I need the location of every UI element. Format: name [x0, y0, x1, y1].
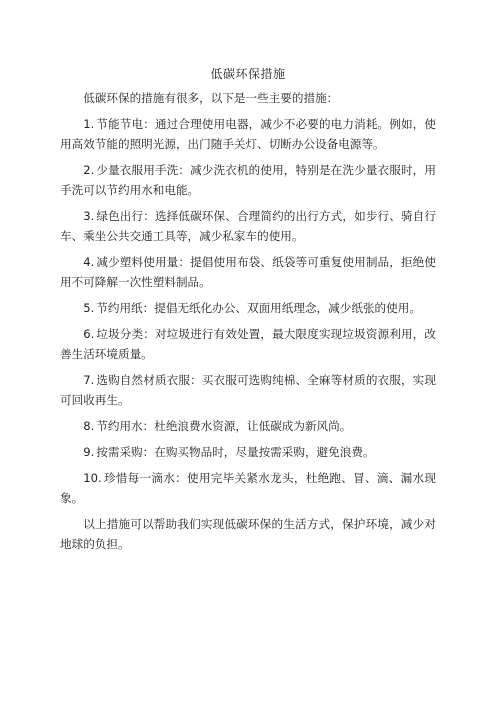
- item-number: 5.: [83, 301, 95, 315]
- list-item: [60, 206, 436, 246]
- item-text: 少量衣服用手洗：减少洗衣机的使用，特别是在洗少量衣服时，用手洗可以节约用水和电能。: [60, 163, 436, 197]
- item-number: 9.: [83, 445, 95, 459]
- list-item: [60, 370, 436, 410]
- item-number: 2.: [83, 163, 95, 177]
- document-content: [60, 64, 436, 560]
- list-item: [60, 468, 436, 508]
- item-number: 4.: [83, 255, 95, 269]
- item-number: 3.: [83, 209, 95, 223]
- list-item: [60, 252, 436, 292]
- list-item: [60, 160, 436, 200]
- item-text: 绿色出行：选择低碳环保、合理简约的出行方式，如步行、骑自行车、乘坐公共交通工具等，减少私家车的使用。: [60, 209, 436, 243]
- item-text: 按需采购：在购买物品时，尽量按需采购，避免浪费。: [96, 445, 375, 459]
- list-item: [60, 298, 436, 318]
- item-number: 10.: [83, 471, 102, 485]
- item-number: 1.: [83, 117, 95, 131]
- item-text: 节约用水：杜绝浪费水资源，让低碳成为新风尚。: [96, 419, 352, 433]
- item-text: 减少塑料使用量：提倡使用布袋、纸袋等可重复使用制品，拒绝使用不可降解一次性塑料制品。: [60, 255, 436, 289]
- item-text: 珍惜每一滴水：使用完毕关紧水龙头，杜绝跑、冒、滴、漏水现象。: [60, 471, 436, 505]
- list-item: [60, 324, 436, 364]
- list-item: [60, 442, 436, 462]
- item-text: 选购自然材质衣服：买衣服可选购纯棉、全麻等材质的衣服，实现可回收再生。: [60, 373, 436, 407]
- item-number: 8.: [83, 419, 95, 433]
- item-number: 6.: [83, 327, 95, 341]
- intro-paragraph: 低碳环保的措施有很多，以下是一些主要的措施：: [83, 91, 339, 105]
- document-title: 低碳环保措施: [210, 67, 286, 81]
- item-text: 节能节电：通过合理使用电器，减少不必要的电力消耗。例如，使用高效节能的照明光源，出门随手关灯、切断办公设备电源等。: [60, 117, 436, 151]
- item-text: 垃圾分类：对垃圾进行有效处置，最大限度实现垃圾资源利用，改善生活环境质量。: [60, 327, 436, 361]
- item-number: 7.: [83, 373, 95, 387]
- list-item: [60, 114, 436, 154]
- list-item: [60, 416, 436, 436]
- item-text: 节约用纸：提倡无纸化办公、双面用纸理念，减少纸张的使用。: [96, 301, 421, 315]
- conclusion-paragraph: 以上措施可以帮助我们实现低碳环保的生活方式，保护环境，减少对地球的负担。: [60, 517, 436, 551]
